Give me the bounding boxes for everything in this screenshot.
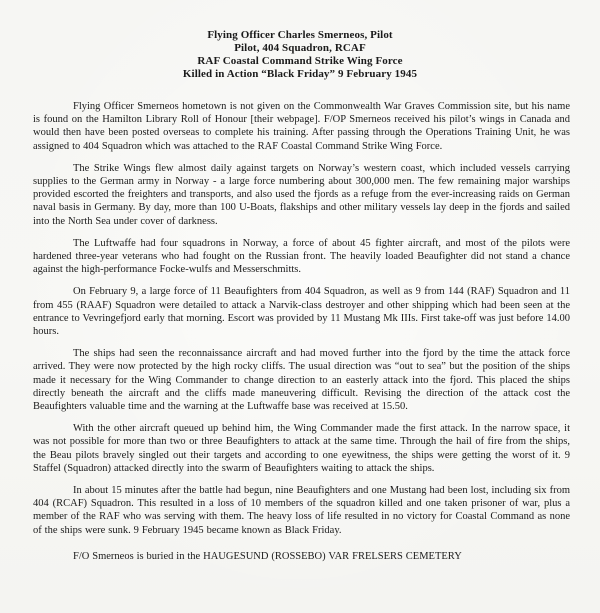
document-body [33, 100, 570, 563]
header-line-force: RAF Coastal Command Strike Wing Force [197, 55, 403, 67]
paragraph-hometown: Flying Officer Smerneos hometown is not given on the Commonwealth War Graves Commission site, but his name is found on the Hamilton Library Roll of Honour [their webpage]. F/OP Smerneos received his pilot’s wings in Canada and would then have been posted overseas to complete his training. After passing through the Operations Training Unit, he was assigned to 404 Squadron which was attached to the RAF Coastal Command Strike Wing Force. [33, 101, 570, 152]
paragraph-ships-fjord: The ships had seen the reconnaissance aircraft and had moved further into the fjord by the time the attack force arrived. They were now protected by the high rocky cliffs. The usual direction was “out to sea” but the position of the ships made it necessary for the Wing Commander to change direction to an easterly attack into the fjord. This placed the ships directly beneath the aircraft and the cliffs made maneuvering difficult. Revising the direction of the attack cost the Beaufighters valuable time and the warning at the Luftwaffe base was received at 15.50. [33, 348, 570, 413]
paragraph-losses: In about 15 minutes after the battle had begun, nine Beaufighters and one Mustang had been lost, including six from 404 (RCAF) Squadron. This resulted in a loss of 10 members of the squadron killed and one taken prisoner of war, plus a member of the RAF who was serving with them. The heavy loss of life resulted in no victory for Coastal Command as none of the ships were sunk. 9 February 1945 became known as Black Friday. [33, 485, 570, 536]
paragraph-strike-wings: The Strike Wings flew almost daily against targets on Norway’s western coast, which included vessels carrying supplies to the German army in Norway - a large force numbering about 300,000 men. The few remaining major warships provided escorted the freighters and transports, and also used the fjords as a refuge from the ever-increasing raids on German naval basis in Germany. By day, more than 100 U-Boats, flakships and other military vessels lay deep in the fjords and sailed into the North Sea under cover of darkness. [33, 162, 570, 227]
paragraph-february-9: On February 9, a large force of 11 Beaufighters from 404 Squadron, as well as 9 from 144 (RAF) Squadron and 11 from 455 (RAAF) Squadron were detailed to attack a Narvik-class destroyer and other shipping which had been seen at the entrance to Vevringefjord early that morning. Escort was provided by 11 Mustang Mk IIIs. First take-off was just before 14.00 hours. [33, 286, 570, 338]
paragraph-luftwaffe: The Luftwaffe had four squadrons in Norway, a force of about 45 fighter aircraft, and most of the pilots were hardened three-year veterans who had fought on the Russian front. The heavily loaded Beaufighter did not stand a chance against the high-performance Focke-wulfs and Messerschmitts. [33, 237, 570, 276]
paragraph-first-attack: With the other aircraft queued up behind him, the Wing Commander made the first attack. In the narrow space, it was not possible for more than two or three Beaufighters to attack at the same time. Through the hail of fire from the ships, the Beau pilots bravely singled out their targets and according to one eyewitness, the ships were getting the worst of it. 9 Staffel (Squadron) attacked directly into the swarm of Beaufighters waiting to attack the ships. [33, 423, 570, 474]
header-line-name: Flying Officer Charles Smerneos, Pilot [207, 29, 393, 41]
document-header [0, 0, 600, 81]
header-line-unit: Pilot, 404 Squadron, RCAF [234, 42, 366, 54]
header-line-killed: Killed in Action “Black Friday” 9 February 1945 [182, 68, 418, 80]
paragraph-burial: F/O Smerneos is buried in the HAUGESUND (ROSSEBO) VAR FRELSERS CEMETERY [73, 550, 462, 562]
